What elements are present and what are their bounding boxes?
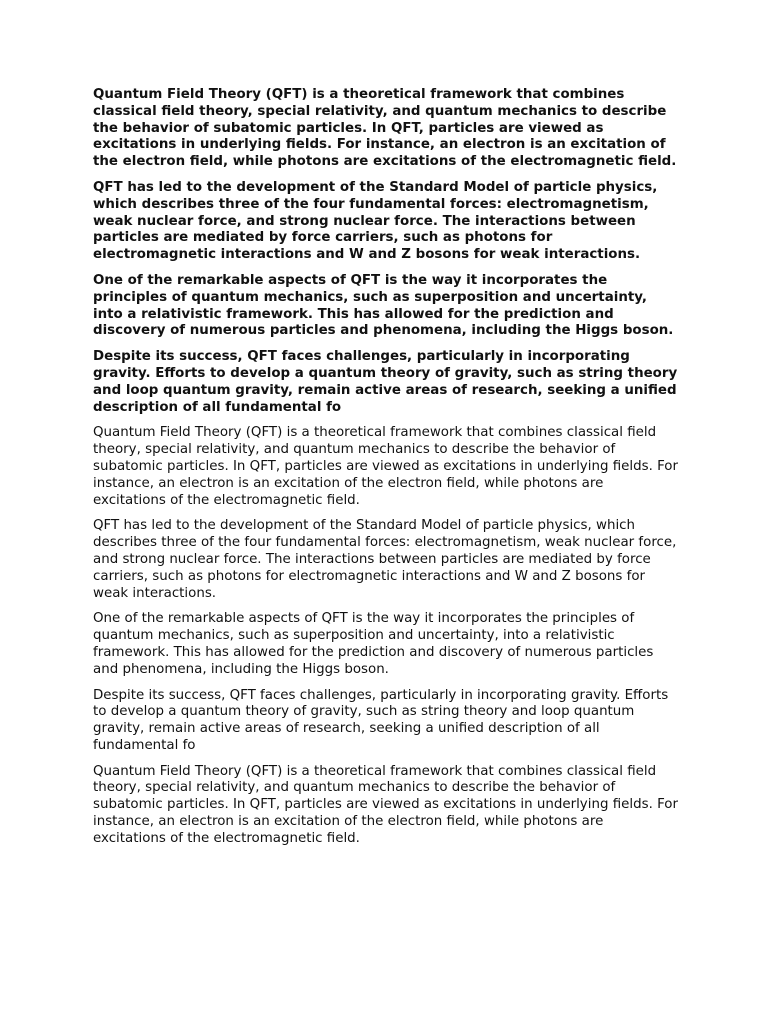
- document-body: [93, 87, 678, 857]
- regular-paragraph-5: Quantum Field Theory (QFT) is a theoretical framework that combines classical field theory, special relativity, and quantum mechanics to describe the behavior of subatomic particles. In QFT, particles are viewed as excitations in underlying fields. For instance, an electron is an excitation of the electron field, while photons are excitations of the electromagnetic field.: [93, 763, 679, 846]
- bold-paragraph-4: Despite its success, QFT faces challenges, particularly in incorporating gravity. Efforts to develop a quantum theory of gravity, such as string theory and loop quantum gravity, remain active areas of research, seeking a unified description of all fundamental fo: [93, 349, 678, 415]
- regular-paragraph-1: Quantum Field Theory (QFT) is a theoretical framework that combines classical field theory, special relativity, and quantum mechanics to describe the behavior of subatomic particles. In QFT, particles are viewed as excitations in underlying fields. For instance, an electron is an excitation of the electron field, while photons are excitations of the electromagnetic field.: [93, 425, 679, 508]
- regular-paragraph-3: One of the remarkable aspects of QFT is the way it incorporates the principles of quantum mechanics, such as superposition and uncertainty, into a relativistic framework. This has allowed for the prediction and discovery of numerous particles and phenomena, including the Higgs boson.: [93, 611, 654, 677]
- bold-paragraph-3: One of the remarkable aspects of QFT is the way it incorporates the principles of quantum mechanics, such as superposition and uncertainty, into a relativistic framework. This has allowed for the prediction and discovery of numerous particles and phenomena, including the Higgs boson.: [93, 272, 674, 339]
- bold-paragraph-2: QFT has led to the development of the Standard Model of particle physics, which describes three of the four fundamental forces: electromagnetism, weak nuclear force, and strong nuclear force. The interactions between particles are mediated by force carriers, such as photons for electromagnetic interactions and W and Z bosons for weak interactions.: [93, 179, 658, 263]
- regular-paragraph-4: Despite its success, QFT faces challenges, particularly in incorporating gravity. Efforts to develop a quantum theory of gravity, such as string theory and loop quantum gravity, remain active areas of research, seeking a unified description of all fundamental fo: [93, 687, 669, 753]
- regular-paragraph-2: QFT has led to the development of the Standard Model of particle physics, which describes three of the four fundamental forces: electromagnetism, weak nuclear force, and strong nuclear force. The interactions between particles are mediated by force carriers, such as photons for electromagnetic interactions and W and Z bosons for weak interactions.: [93, 518, 677, 601]
- bold-paragraph-1: Quantum Field Theory (QFT) is a theoretical framework that combines classical field theory, special relativity, and quantum mechanics to describe the behavior of subatomic particles. In QFT, particles are viewed as excitations in underlying fields. For instance, an electron is an excitation of the electron field, while photons are excitations of the electromagnetic field.: [93, 87, 677, 170]
